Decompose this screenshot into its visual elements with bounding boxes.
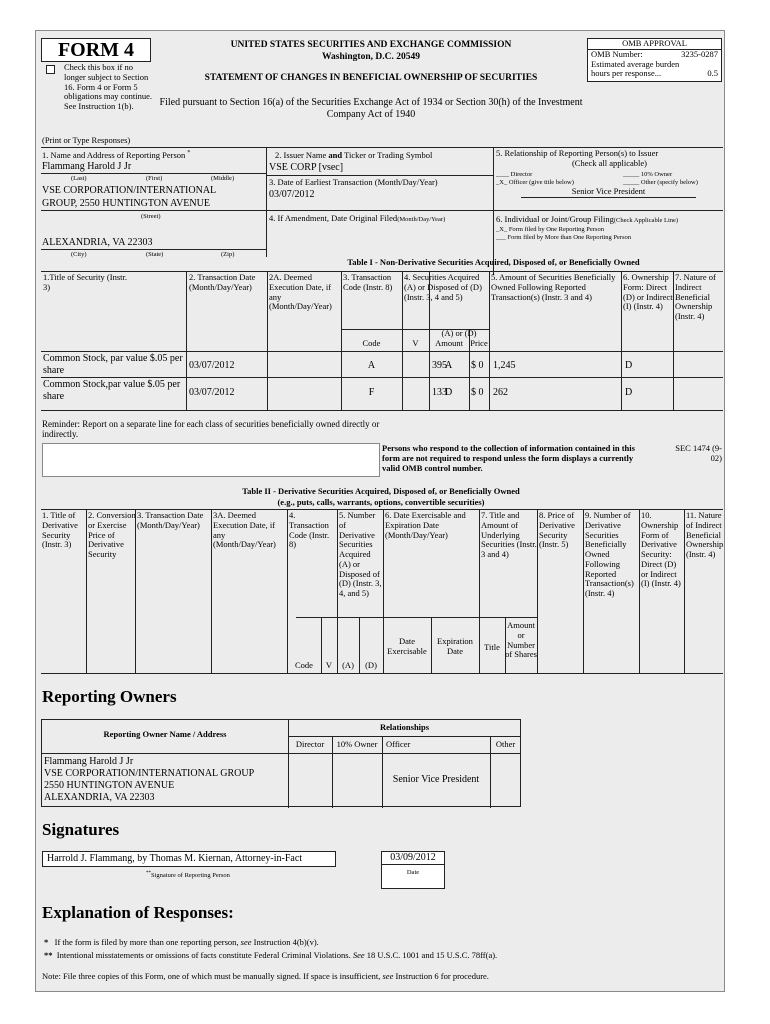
reporting-person-name: Flammang Harold J Jr bbox=[42, 161, 132, 172]
t1-h1: 1.Title of Security (Instr. 3) bbox=[43, 272, 127, 292]
city-label: (City) bbox=[71, 251, 87, 258]
omb-approval-box bbox=[587, 38, 722, 82]
row2-owned: 262 bbox=[493, 387, 508, 398]
form-title: FORM 4 bbox=[41, 38, 151, 62]
t1-h2: 2. Transaction Date (Month/Day/Year) bbox=[189, 272, 256, 292]
state-label: (State) bbox=[146, 251, 164, 258]
t1-h6: 6. Ownership Form: Direct (D) or Indirect (I) (Instr. 4) bbox=[623, 272, 673, 312]
explanation-heading: Explanation of Responses: bbox=[42, 903, 234, 922]
agency-name: UNITED STATES SECURITIES AND EXCHANGE COMMISSION bbox=[230, 40, 512, 50]
omb-approval-title: OMB APPROVAL bbox=[588, 39, 721, 50]
row2-form: D bbox=[625, 387, 633, 398]
burden-label: Estimated average burden bbox=[591, 58, 680, 69]
earliest-transaction-date: 03/07/2012 bbox=[269, 189, 315, 200]
hours-value: 0.5 bbox=[707, 68, 718, 79]
row2-amount: 133 bbox=[432, 387, 447, 398]
t2-h3: 3. Transaction Date (Month/Day/Year) bbox=[137, 510, 204, 530]
omb-number-label: OMB Number: bbox=[591, 48, 643, 59]
address-line-1: VSE CORPORATION/INTERNATIONAL bbox=[42, 185, 217, 196]
row1-amount: 395 bbox=[432, 360, 447, 371]
officer-title: Senior Vice President bbox=[521, 187, 696, 198]
row1-date: 03/07/2012 bbox=[189, 360, 235, 371]
address-line-2: GROUP, 2550 HUNTINGTON AVENUE bbox=[42, 198, 210, 209]
owner-address-line: VSE CORPORATION/INTERNATIONAL GROUP bbox=[44, 768, 255, 779]
row1-title: Common Stock, par value $.05 per share bbox=[43, 353, 183, 376]
t1-sub-price: Price bbox=[470, 338, 488, 348]
t1-sub-amount: Amount bbox=[435, 338, 463, 348]
first-label: (First) bbox=[146, 175, 163, 182]
table2-title: Table II - Derivative Securities Acquired, Disposed of, or Beneficially Owned bbox=[242, 486, 520, 496]
date-box bbox=[381, 851, 445, 889]
table2 bbox=[41, 509, 723, 674]
box6-label: 6. Individual or Joint/Group Filing(Check Applicable Line) bbox=[496, 214, 679, 224]
row2-title: Common Stock,par value $.05 per share bbox=[43, 379, 181, 402]
owner-address-line: ALEXANDRIA, VA 22303 bbox=[44, 792, 155, 803]
box1-label: 1. Name and Address of Reporting Person * bbox=[42, 149, 191, 160]
t2-sub-date-ex: Date Exercisable bbox=[387, 636, 427, 656]
row2-aord: D bbox=[445, 387, 453, 398]
row1-price: $ 0 bbox=[471, 360, 484, 371]
t2-sub-v: V bbox=[325, 660, 333, 670]
t2-h8: 8. Price of Derivative Security (Instr. 5) bbox=[539, 510, 575, 550]
filed-pursuant: Filed pursuant to Section 16(a) of the Securities Exchange Act of 1934 or Section 30(h) of the Investment Company Act of 1940 bbox=[159, 97, 583, 120]
omb-persons-notice: Persons who respond to the collection of information contained in this form are not required to respond unless the form displays a currently valid OMB control number. bbox=[382, 443, 635, 473]
t2-h5: 5. Number of Derivative Securities Acquired (A) or Disposed of (D) (Instr. 3, 4, and 5) bbox=[339, 510, 382, 599]
ro-other: Other bbox=[495, 739, 516, 749]
explanation-note-1: * If the form is filed by more than one reporting person, see Instruction 4(b)(v). bbox=[44, 937, 319, 947]
t2-sub-code: Code bbox=[295, 660, 313, 670]
reporting-person-grid bbox=[41, 147, 723, 257]
row1-owned: 1,245 bbox=[493, 360, 516, 371]
row1-aord: A bbox=[445, 360, 453, 371]
row2-code: F bbox=[368, 387, 375, 398]
t2-h4: 4. Transaction Code (Instr. 8) bbox=[289, 510, 330, 550]
t2-sub-amount: Amount or Number of Shares bbox=[505, 620, 537, 660]
row1-code: A bbox=[367, 360, 376, 371]
t2-h9: 9. Number of Derivative Securities Beneficially Owned Following Reported Transaction(s) (Instr. 4) bbox=[585, 510, 634, 599]
table2-subtitle: (e.g., puts, calls, warrants, options, convertible securities) bbox=[277, 497, 485, 507]
box2-label: 2. Issuer Name and Ticker or Trading Symbol bbox=[275, 150, 433, 160]
t2-sub-exp: Expiration Date bbox=[437, 636, 473, 656]
box3-label: 3. Date of Earliest Transaction (Month/Day/Year) bbox=[269, 177, 438, 187]
t2-h7: 7. Title and Amount of Underlying Securities (Instr. 3 and 4) bbox=[481, 510, 537, 560]
row2-price: $ 0 bbox=[471, 387, 484, 398]
t1-sub-aord: (A) or (D) bbox=[441, 328, 477, 338]
section16-checkbox[interactable] bbox=[46, 65, 55, 74]
agency-location: Washington, D.C. 20549 bbox=[322, 52, 420, 62]
table1 bbox=[41, 271, 723, 411]
multi-person-option[interactable]: ___ Form filed by More than One Reporting Person bbox=[496, 234, 632, 241]
hours-label: hours per response... bbox=[591, 68, 662, 79]
signature-date: 03/09/2012 bbox=[382, 852, 444, 865]
zip-label: (Zip) bbox=[221, 251, 235, 258]
omb-number: 3235-0287 bbox=[681, 48, 718, 59]
date-label: Date bbox=[406, 868, 420, 876]
box4-label: 4. If Amendment, Date Original Filed(Month/Day/Year) bbox=[269, 213, 446, 223]
one-person-option[interactable]: _X_ Form filed by One Reporting Person bbox=[496, 226, 604, 233]
t2-h6: 6. Date Exercisable and Expiration Date (Month/Day/Year) bbox=[385, 510, 466, 540]
ro-director: Director bbox=[295, 739, 325, 749]
signatures-heading: Signatures bbox=[42, 820, 120, 839]
signature-label: **Signature of Reporting Person bbox=[146, 871, 230, 880]
t2-h11: 11. Nature of Indirect Beneficial Ownership (Instr. 4) bbox=[686, 510, 724, 560]
t1-h7: 7. Nature of Indirect Beneficial Ownership (Instr. 4) bbox=[675, 272, 716, 322]
officer-option[interactable]: _X_ Officer (give title below) bbox=[496, 179, 574, 186]
ro-relationships: Relationships bbox=[379, 722, 430, 732]
reporting-owners-heading: Reporting Owners bbox=[42, 687, 177, 706]
t2-sub-a: (A) bbox=[342, 660, 354, 670]
owner-name-line: Flammang Harold J Jr bbox=[44, 756, 134, 767]
t1-sub-v: V bbox=[412, 338, 419, 348]
ten-pct-option[interactable]: _____ 10% Owner bbox=[623, 171, 673, 178]
box5-label: 5. Relationship of Reporting Person(s) to Issuer bbox=[496, 148, 659, 158]
signature-box bbox=[42, 851, 336, 867]
explanation-note-2: ** Intentional misstatements or omissions of facts constitute Federal Criminal Violations. See 18 U.S.C. 1001 and 15 U.S.C. 78ff(a). bbox=[44, 950, 498, 960]
ro-col-name: Reporting Owner Name / Address bbox=[103, 729, 227, 739]
row1-form: D bbox=[625, 360, 633, 371]
t1-h5: 5. Amount of Securities Beneficially Owned Following Reported Transaction(s) (Instr. 3 and 4) bbox=[491, 272, 616, 302]
t2-h3a: 3A. Deemed Execution Date, if any (Month/Day/Year) bbox=[213, 510, 276, 550]
director-option[interactable]: ____ Director bbox=[496, 171, 533, 178]
t2-h2: 2. Conversion or Exercise Price of Derivative Security bbox=[88, 510, 136, 560]
reporting-owners-table bbox=[41, 719, 521, 807]
statement-title: STATEMENT OF CHANGES IN BENEFICIAL OWNERSHIP OF SECURITIES bbox=[204, 73, 538, 83]
street-label: (Street) bbox=[141, 213, 161, 220]
t1-h2a: 2A. Deemed Execution Date, if any (Month/Day/Year) bbox=[269, 272, 332, 312]
t2-sub-title: Title bbox=[484, 642, 500, 652]
t1-sub-code: Code bbox=[362, 338, 381, 348]
ro-ten-pct: 10% Owner bbox=[336, 739, 378, 749]
other-option[interactable]: _____ Other (specify below) bbox=[623, 179, 698, 186]
box5-sub: (Check all applicable) bbox=[571, 158, 648, 168]
t1-h4: 4. Securities Acquired (A) or Disposed of (D) (Instr. 3, 4 and 5) bbox=[404, 272, 482, 302]
t2-h10: 10. Ownership Form of Derivative Security: Direct (D) or Indirect (I) (Instr. 4) bbox=[641, 510, 681, 589]
print-type-note: (Print or Type Responses) bbox=[42, 135, 131, 145]
city-state-zip: ALEXANDRIA, VA 22303 bbox=[42, 237, 153, 248]
sec-form-number: SEC 1474 (9-02) bbox=[675, 443, 722, 463]
reminder-blank bbox=[42, 443, 380, 477]
t2-h1: 1. Title of Derivative Security (Instr. 3) bbox=[42, 510, 78, 550]
file-copies-note: Note: File three copies of this Form, one of which must be manually signed. If space is insufficient, see Instruction 6 for procedure. bbox=[42, 971, 489, 981]
t2-sub-d: (D) bbox=[365, 660, 377, 670]
row2-date: 03/07/2012 bbox=[189, 387, 235, 398]
last-label: (Last) bbox=[71, 175, 87, 182]
ro-officer-value: Senior Vice President bbox=[392, 774, 480, 785]
owner-address-line: 2550 HUNTINGTON AVENUE bbox=[44, 780, 175, 791]
form4-page bbox=[35, 30, 725, 992]
section16-note: Check this box if no longer subject to Section 16. Form 4 or Form 5 obligations may continue. See Instruction 1(b). bbox=[64, 62, 153, 112]
middle-label: (Middle) bbox=[211, 175, 235, 182]
table1-title: Table I - Non-Derivative Securities Acquired, Disposed of, or Beneficially Owned bbox=[347, 257, 640, 267]
issuer-name: VSE CORP [vsec] bbox=[269, 162, 344, 173]
signature-value: Harrold J. Flammang, by Thomas M. Kiernan, Attorney-in-Fact bbox=[47, 853, 303, 864]
t1-h3: 3. Transaction Code (Instr. 8) bbox=[343, 272, 393, 292]
ro-officer: Officer bbox=[386, 739, 411, 749]
reminder-note: Reminder: Report on a separate line for each class of securities beneficially owned directly or indirectly. bbox=[42, 419, 380, 440]
